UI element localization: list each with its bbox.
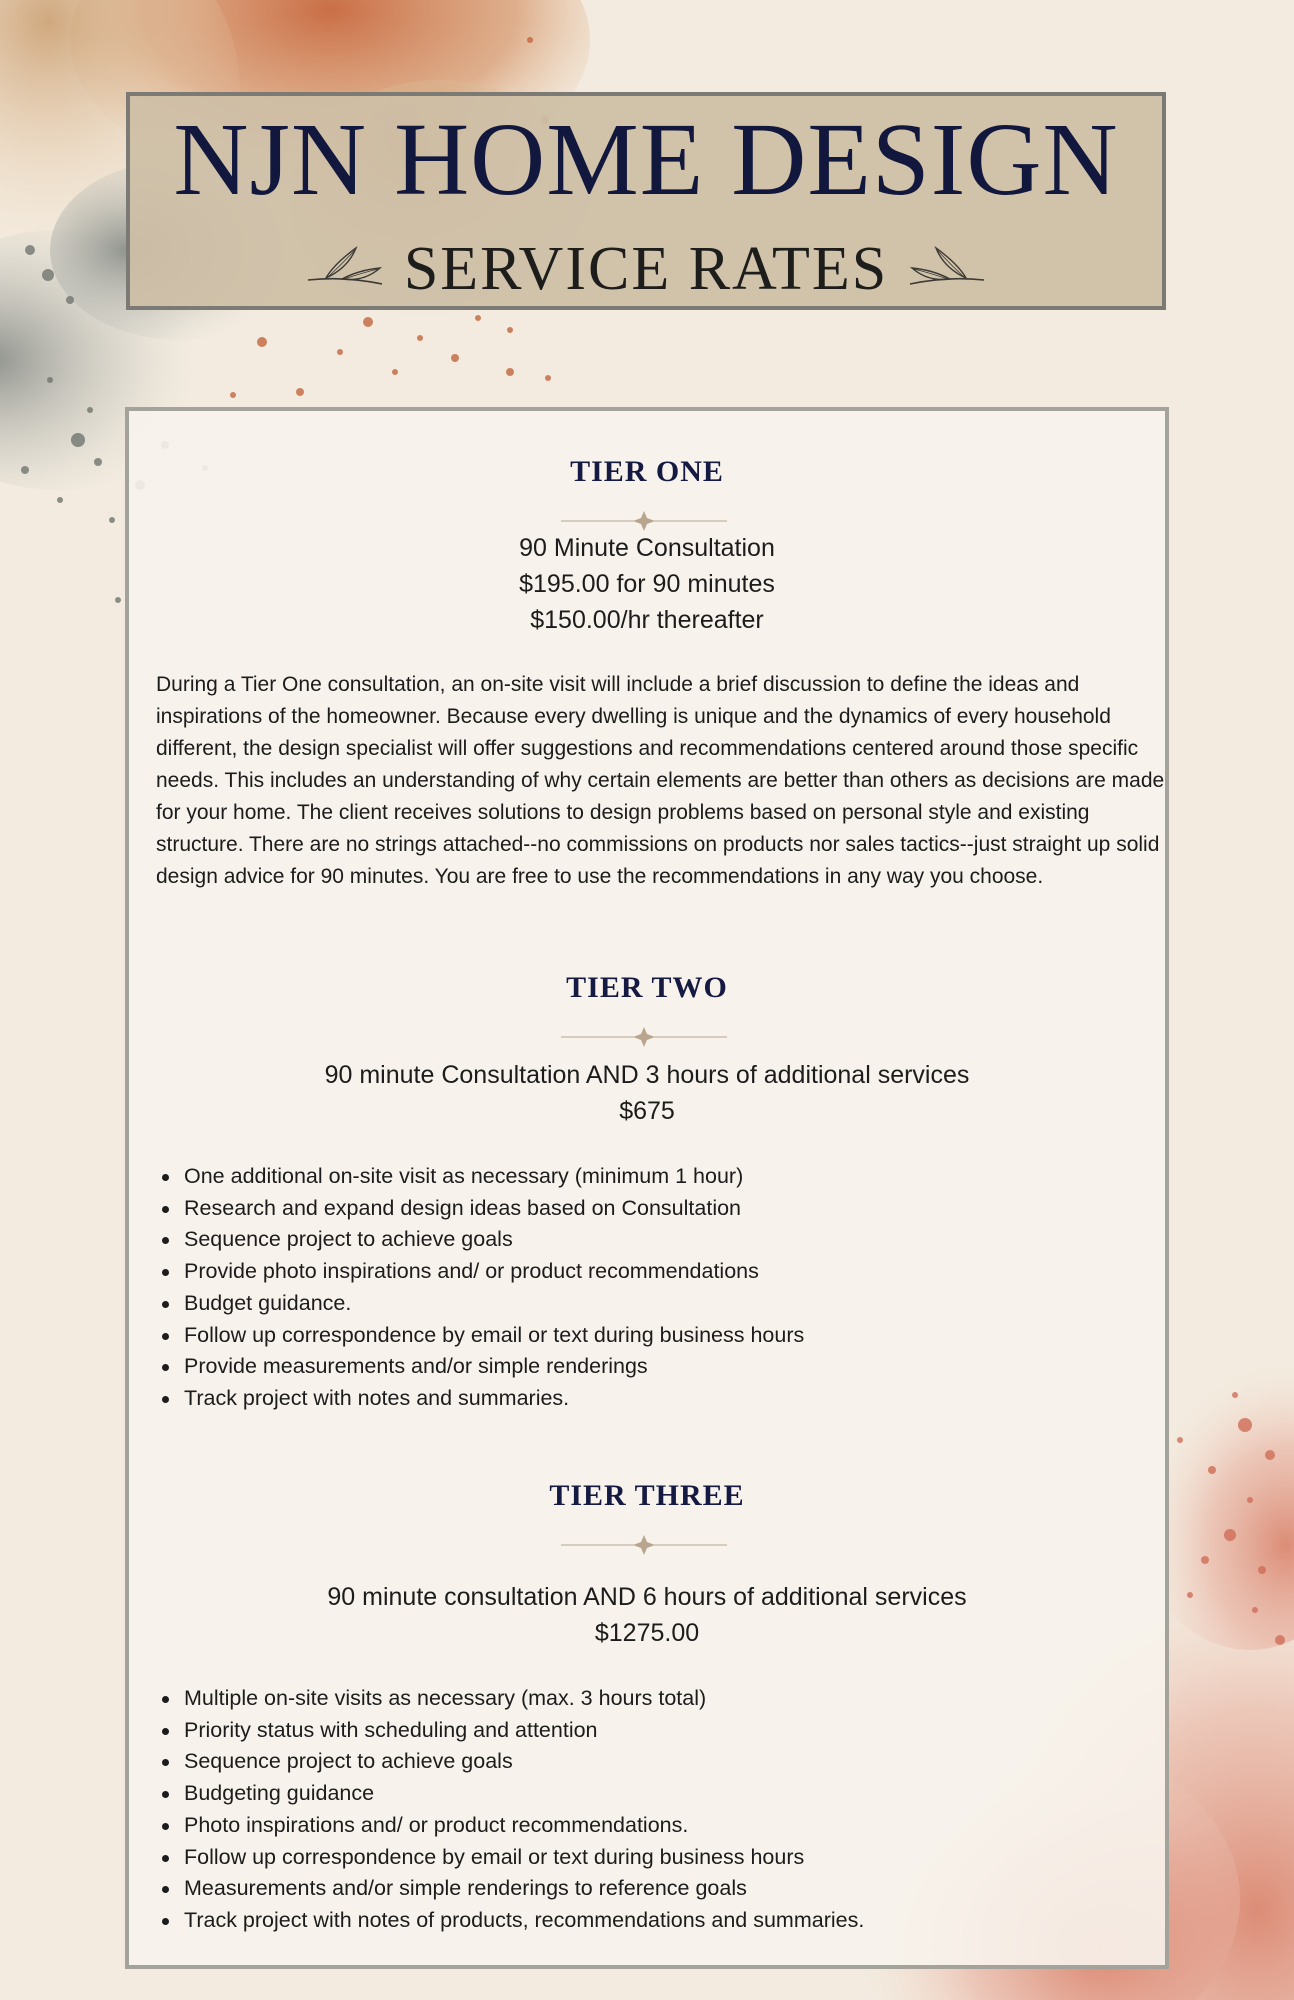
tier-two-heading: TIER TWO	[566, 971, 728, 1004]
tier-three-heading: TIER THREE	[549, 1479, 745, 1512]
tier-one-line: 90 Minute Consultation	[519, 534, 775, 562]
list-item: Photo inspirations and/ or product recommendations.	[156, 1810, 1156, 1842]
header-banner	[126, 92, 1166, 310]
list-item: One additional on-site visit as necessary (minimum 1 hour)	[156, 1161, 1156, 1193]
list-item: Sequence project to achieve goals	[156, 1746, 1156, 1778]
list-item: Research and expand design ideas based on Consultation	[156, 1193, 1156, 1225]
tier-one-description: During a Tier One consultation, an on-site visit will include a brief discussion to define the ideas and inspirations of the homeowner. Because every dwelling is unique and the dynamics of every household different, the design specialist will offer suggestions and recommendations centered around those specific needs. This includes an understanding of why certain elements are better than others as decisions are made for your home. The client receives solutions to design problems based on personal style and existing structure. There are no strings attached--no commissions on products nor sales tactics--just straight up solid design advice for 90 minutes. You are free to use the recommendations in any way you choose.	[156, 673, 1165, 888]
sparkle-divider-icon	[559, 509, 729, 533]
list-item: Provide measurements and/or simple renderings	[156, 1351, 1156, 1383]
tier-one-line: $150.00/hr thereafter	[530, 606, 764, 634]
leaf-sprig-icon	[304, 242, 386, 296]
tier-three-services	[156, 1683, 1156, 1937]
tier-one-heading: TIER ONE	[570, 455, 724, 488]
leaf-sprig-icon	[906, 242, 988, 296]
sparkle-divider-icon	[559, 1025, 729, 1049]
tier-three-price: $1275.00	[594, 1619, 700, 1647]
list-item: Budgeting guidance	[156, 1778, 1156, 1810]
tier-two-price: $675	[619, 1097, 675, 1125]
tier-two-line: 90 minute Consultation AND 3 hours of additional services	[324, 1061, 970, 1089]
rates-panel	[125, 407, 1169, 1969]
tier-two-services	[156, 1161, 1156, 1415]
list-item: Multiple on-site visits as necessary (max. 3 hours total)	[156, 1683, 1156, 1715]
list-item: Track project with notes of products, recommendations and summaries.	[156, 1905, 1156, 1937]
list-item: Priority status with scheduling and attention	[156, 1715, 1156, 1747]
list-item: Follow up correspondence by email or text during business hours	[156, 1320, 1156, 1352]
tier-one-line: $195.00 for 90 minutes	[519, 570, 775, 598]
list-item: Track project with notes and summaries.	[156, 1383, 1156, 1415]
company-name: NJN HOME DESIGN	[173, 102, 1119, 217]
tier-three-line: 90 minute consultation AND 6 hours of additional services	[327, 1583, 967, 1611]
list-item: Measurements and/or simple renderings to reference goals	[156, 1873, 1156, 1905]
list-item: Provide photo inspirations and/ or product recommendations	[156, 1256, 1156, 1288]
sparkle-divider-icon	[559, 1533, 729, 1557]
list-item: Budget guidance.	[156, 1288, 1156, 1320]
page-subtitle: SERVICE RATES	[403, 235, 889, 303]
list-item: Sequence project to achieve goals	[156, 1224, 1156, 1256]
subtitle-row	[130, 234, 1162, 304]
list-item: Follow up correspondence by email or text during business hours	[156, 1842, 1156, 1874]
